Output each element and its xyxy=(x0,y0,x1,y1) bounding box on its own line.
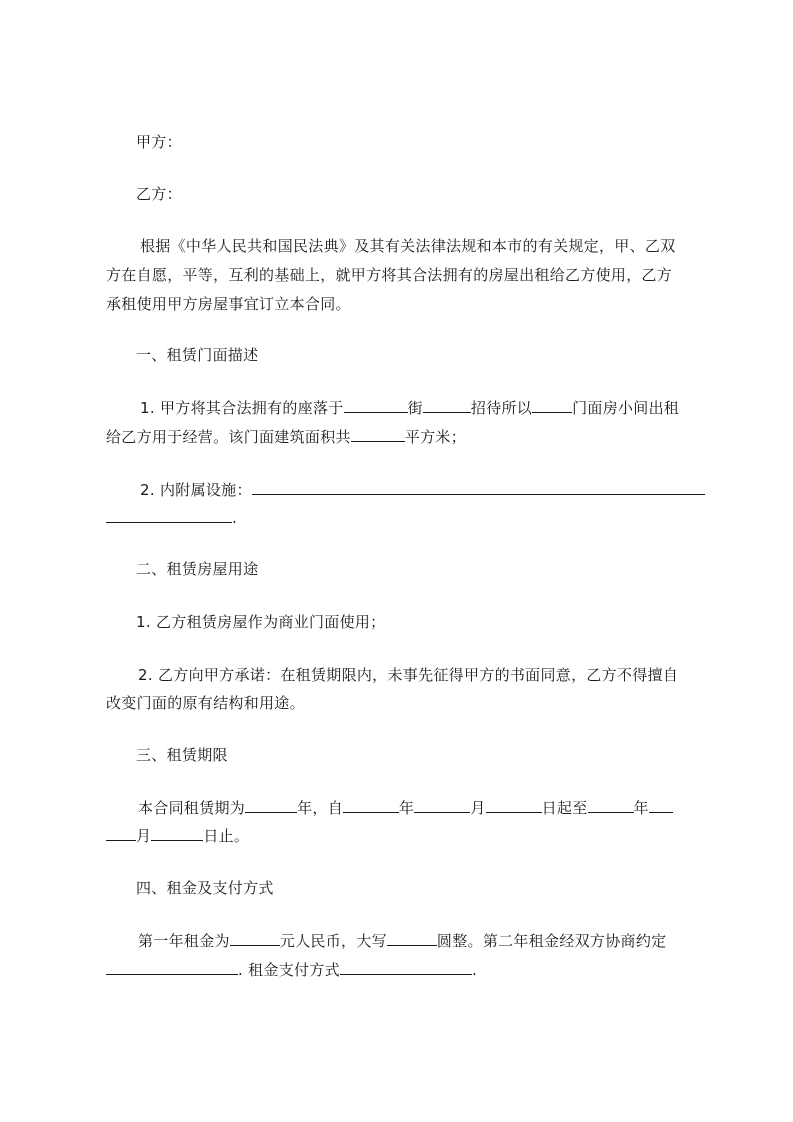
item-text: 招待所以 xyxy=(470,399,533,417)
blank-payment-method xyxy=(340,960,472,975)
item-text: . xyxy=(471,961,478,979)
blank-start-day xyxy=(486,798,542,813)
blank-shop xyxy=(532,398,572,413)
blank-street xyxy=(344,398,408,413)
item-text: 1. 甲方将其合法拥有的座落于 xyxy=(140,399,344,417)
blank-term-years xyxy=(245,798,297,813)
item-text: 平方米； xyxy=(404,428,467,446)
section-3-heading: 三、租赁期限 xyxy=(136,746,228,764)
blank-second-year xyxy=(106,960,238,975)
item-text: 2. 内附属设施： xyxy=(140,481,252,499)
section-1-item-2-line-2 xyxy=(106,508,237,528)
item-text: . xyxy=(232,509,238,527)
item-text: 圆整。第二年租金经双方协商约定 xyxy=(436,932,667,950)
blank-start-year xyxy=(343,798,399,813)
blank-end-month-a xyxy=(649,798,673,813)
item-text: 月 xyxy=(470,799,486,817)
item-text: 年，自 xyxy=(297,799,344,817)
blank-end-day xyxy=(151,826,203,841)
blank-facilities-cont xyxy=(106,508,232,523)
item-text: 给乙方用于经营。该门面建筑面积共 xyxy=(106,428,351,446)
item-text: 年 xyxy=(633,799,649,817)
item-text: . 租金支付方式 xyxy=(238,961,340,979)
blank-start-month xyxy=(414,798,470,813)
section-2-heading: 二、租赁房屋用途 xyxy=(136,560,259,578)
section-4-heading: 四、租金及支付方式 xyxy=(136,879,274,897)
section-4-line-2 xyxy=(106,960,477,980)
blank-facilities xyxy=(252,480,705,495)
blank-end-month-b xyxy=(106,826,136,841)
blank-rent-words xyxy=(387,931,437,946)
section-2-item-1: 1. 乙方租赁房屋作为商业门面使用； xyxy=(136,613,386,631)
blank-rent-amount xyxy=(230,931,280,946)
item-text: 本合同租赁期为 xyxy=(138,799,246,817)
section-3-line-2 xyxy=(106,826,249,846)
party-a-label: 甲方： xyxy=(136,133,182,151)
section-4-line-1 xyxy=(138,931,666,951)
section-1-item-1-line-1 xyxy=(140,398,679,418)
section-2-item-2-line-1: 2. 乙方向甲方承诺：在租赁期限内，未事先征得甲方的书面同意，乙方不得擅自 xyxy=(138,666,679,684)
preamble-line-3: 承租使用甲方房屋事宜订立本合同。 xyxy=(106,295,351,313)
item-text: 日起至 xyxy=(541,799,588,817)
section-1-item-1-line-2 xyxy=(106,427,466,447)
section-2-item-2-line-2: 改变门面的原有结构和用途。 xyxy=(106,694,305,712)
section-1-item-2-line-1 xyxy=(140,480,705,500)
item-text: 月 xyxy=(136,827,152,845)
item-text: 元人民币，大写 xyxy=(279,932,387,950)
preamble-line-2: 方在自愿，平等，互利的基础上，就甲方将其合法拥有的房屋出租给乙方使用，乙方 xyxy=(106,266,673,284)
blank-hostel xyxy=(423,398,471,413)
section-1-heading: 一、租赁门面描述 xyxy=(136,346,259,364)
item-text: 街 xyxy=(407,399,423,417)
party-b-label: 乙方： xyxy=(136,185,182,203)
section-3-line-1 xyxy=(138,798,673,818)
blank-end-year xyxy=(588,798,634,813)
item-text: 年 xyxy=(399,799,415,817)
blank-area xyxy=(351,427,405,442)
item-text: 日止。 xyxy=(203,827,250,845)
item-text: 门面房小间出租 xyxy=(572,399,680,417)
preamble-line-1: 根据《中华人民共和国民法典》及其有关法律法规和本市的有关规定，甲、乙双 xyxy=(140,237,676,255)
item-text: 第一年租金为 xyxy=(138,932,230,950)
